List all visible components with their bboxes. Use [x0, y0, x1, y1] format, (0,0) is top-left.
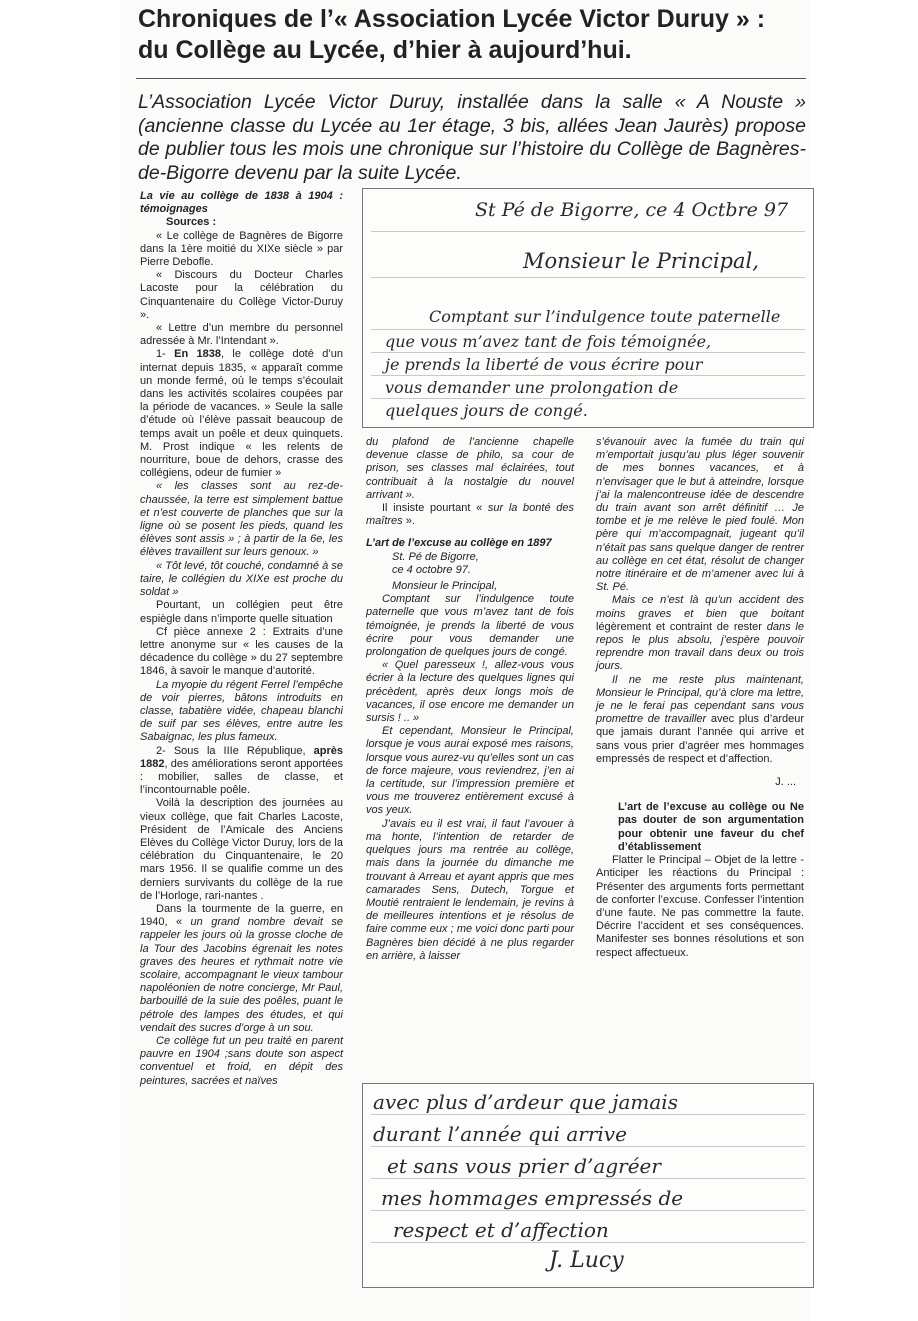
paragraph-1882 — [140, 745, 343, 798]
p4-bold: En 1838 — [174, 348, 221, 361]
paragraph-1940 — [140, 903, 343, 1035]
letter-date: ce 4 octobre 97. — [392, 563, 471, 576]
quote-classes: « les classes sont au rez-de-chaussée, la terre est simplement battue et n’est couverte de planches que sur la ligne où se posent les pieds, quand les élèves sont assis » ; à partir de la 6e, les élèves travaillent sur leurs genoux. » — [140, 480, 343, 559]
manuscript-line-3: Comptant sur l’indulgence toute paternelle — [429, 307, 781, 326]
source-1: « Le collège de Bagnères de Bigorre dans la 1ère moitié du XIXe siècle » par Pierre Debofle. — [140, 229, 343, 269]
title-line-2: du Collège au Lycée, d’hier à aujourd’hui. — [138, 36, 632, 64]
paragraph-lacoste: Voilà la description des journées au vieux collège, que fait Charles Lacoste, Président de l’Amicale des Anciens Elèves du Collège Victor Duruy, lors de la célébration du Cinquantenaire, le 20 mars 1956. Il se qualifie comme un des derniers survivants du collège de la rue de l’Horloge, rari-nantes . — [140, 797, 343, 902]
column-3 — [596, 436, 804, 960]
section-heading-argumentation: L’art de l’excuse au collège ou Ne pas douter de son argumentation pour obtenir une faveur du chef d’établissement — [618, 801, 804, 853]
p10-prefix: 2- Sous la IIIe République, — [156, 744, 314, 757]
p3-italic: Il ne me reste plus maintenant, Monsieur le Principal, qu’à clore ma lettre, je ne le ferai pas cependant sans vous promettre de travailler — [596, 673, 804, 726]
column-1 — [140, 190, 343, 1088]
manuscript-line-4: que vous m’avez tant de fois témoignée, — [385, 332, 712, 351]
p12-italic: un grand nombre devait se rappeler les jours où la grosse cloche de la Tour des Jacobins égrenait les notes graves des heures et rythmait notre vie scolaire, accompagnant le vieux tambour napoléonien de notre concierge, Mr Paul, barbouillé de la suie des poêles, puant le pétrole des lampes des études, et qui vendait des sucres d’orge à un sou. — [140, 916, 343, 1034]
manuscript-closing-image — [362, 1083, 814, 1288]
letter-paragraph-4: J’avais eu il est vrai, il faut l’avouer à ma honte, l’intention de retarder de quelques jours ma rentrée au collège, mais dans la journée du dimanche me trouvant à Arreau et ayant appris que mes camarades Sens, Dutech, Torgue et Moutié rentraient le lendemain, je revins à de meilleures intentions et je résolus de faire comme eux ; me voici donc parti pour Bagnères bien décidé à ne plus regarder en arrière, à laisser — [366, 817, 574, 962]
title-line-1: Chroniques de l’« Association Lycée Victor Duruy » : — [138, 5, 766, 33]
letter-paragraph-3: Et cependant, Monsieur le Principal, lorsque je vous aurai exposé mes raisons, lorsque vous aurez-vu qu’elles sont un cas de force majeure, vous reviendrez, j’en ai la certitude, sur l’impression première et vous me trouverez entièrement excusé à vos yeux. — [366, 725, 574, 817]
manuscript-line-6: vous demander une prolongation de — [385, 378, 679, 397]
source-3: « Lettre d’un membre du personnel adressée à Mr. l’Intendant ». — [140, 322, 343, 348]
paragraph-flatter: Flatter le Principal – Objet de la lettre - Anticiper les réactions du Principal : Présenter des arguments forts permettant de conforter l’excuse. Confesser l’intention d’une faute. Ne pas commettre la faute. Décrire l’accident et ses conséquences. Manifester ses bonnes résolutions et son respect affectueux. — [596, 854, 804, 959]
p10-rest: , des améliorations seront apportées : mobilier, salles de classe, et l’incontournable poêle. — [140, 757, 343, 797]
paragraph-myopie: La myopie du régent Ferrel l’empêche de voir pierres, bâtons introduits en classe, tabatière vidée, chapeau blanchi de suif par ses élèves, entre autre les Sabaignac, les plus fameux. — [140, 678, 343, 744]
paragraph-espiegle: Pourtant, un collégien peut être espiègle dans n’importe quelle situation — [140, 599, 343, 625]
paragraph-annexe: Cf pièce annexe 2 : Extraits d’une lettre anonyme sur « les causes de la décadence du collège » du 27 septembre 1846, à savoir le manque d’autorité. — [140, 625, 343, 678]
paragraph-chapelle: du plafond de l’ancienne chapelle devenue classe de philo, sa cour de prison, ses classes mal éclairées, tout contribuait à la nostalgie du nouvel arrivant ». — [366, 436, 574, 501]
closing-line-5: respect et d’affection — [393, 1218, 609, 1242]
closing-line-4: mes hommages empressés de — [381, 1186, 684, 1210]
p2-roman: légèrement et contraint de rester — [596, 620, 762, 633]
letter-signoff: J. ... — [775, 776, 796, 789]
manuscript-line-1: St Pé de Bigorre, ce 4 Octbre 97 — [475, 199, 789, 221]
paragraph-bonte — [366, 502, 574, 528]
closing-line-2: durant l’année qui arrive — [373, 1122, 627, 1146]
sources-label: Sources : — [166, 216, 217, 229]
intro-text: L’Association Lycée Victor Duruy, installée dans la salle « A Nouste » (ancienne classe du Lycée au 1er étage, 3 bis, allées Jean Jaurès) propose de publier tous les mois une chronique sur l’histoire du Collège de Bagnères-de-Bigorre devenu par la suite Lycée. — [138, 91, 806, 184]
p2-end: ». — [402, 515, 415, 528]
letter-paragraph-2: « Quel paresseux !, allez-vous vous écrier à la lecture des quelques lignes qui précèdent, après deux longs mois de vacances, il ose encore me demander un sursis ! .. » — [366, 659, 574, 725]
paragraph-1838 — [140, 348, 343, 480]
closing-line-3: et sans vous prier d’agréer — [387, 1154, 661, 1178]
p4-prefix: 1- — [156, 348, 175, 361]
letter-paragraph-1: Comptant sur l’indulgence toute paternelle que vous m’avez tant de fois témoignée, je prends la liberté de vous écrire pour vous demander une prolongation de quelques jours de congé. — [366, 593, 574, 659]
p2-lead: Il insiste pourtant « — [382, 502, 488, 515]
quote-soldat: « Tôt levé, tôt couché, condamné à se taire, le collégien du XIXe est proche du soldat » — [140, 559, 343, 599]
p3-roman: avec plus d’ardeur que jamais durant l’année qui arrive et sans vous prier d’agréer mes hommages empressés de respect et d’affection. — [596, 713, 805, 765]
closing-line-1: avec plus d’ardeur que jamais — [373, 1090, 678, 1114]
letter-paragraph-5: s’évanouir avec la fumée du train qui m’emportait jusqu’au plus léger souvenir de mes bonnes vacances, et à n’envisager que le but à atteindre, lorsque j’ai la malencontreuse idée de descendre du train avant son arrêt définitif … Je tombe et je me relève le pied foulé. Mon père qui m’accompagnait, jugeant qu’il n’était pas sans quelque danger de rentrer au collège en cet état, résolut de changer notre itinéraire et de m’amener avec lui à St. Pé. — [596, 436, 804, 594]
column-2 — [366, 436, 574, 963]
letter-salutation: Monsieur le Principal, — [392, 580, 498, 593]
letter-paragraph-6 — [596, 594, 804, 673]
p2-italic: sur la bonté des maîtres — [366, 502, 574, 528]
letter-place: St. Pé de Bigorre, — [392, 550, 479, 563]
handwritten-signature: J. Lucy — [549, 1248, 624, 1273]
p2-italic-b: dans le repos le plus absolu, j’espère pouvoir reprendre mon travail dans deux ou trois jours. — [596, 620, 804, 673]
manuscript-letter-image — [362, 188, 814, 428]
article-title — [138, 4, 818, 66]
letter-paragraph-7 — [596, 674, 804, 766]
p10-bold: après 1882 — [140, 744, 343, 770]
p2-italic-a: Mais ce n’est là qu’un accident des moins graves et bien que boitant — [596, 594, 804, 620]
source-2: « Discours du Docteur Charles Lacoste pour la célébration du Cinquantenaire du Collège Victor-Duruy ». — [140, 269, 343, 321]
paragraph-1904: Ce collège fut un peu traité en parent pauvre en 1904 ;sans doute son aspect conventuel et froid, en dépit des peintures, sacrées et naïves — [140, 1035, 343, 1087]
section-heading-1897: L’art de l’excuse au collège en 1897 — [366, 537, 552, 550]
p4-rest: , le collège doté d’un internat depuis 1835, « apparaît comme un monde fermé, où le temps s’écoulait dans les activités scolaires coupées par la période de vacances. » Seule la salle d’étude où l’élève passait beaucoup de temps avait un poêle et deux quinquets. M. Prost indique « les relents de nourriture, boue de dehors, crasse des collégiens, odeur de fumier » — [140, 348, 343, 480]
title-divider — [136, 78, 806, 79]
manuscript-line-7: quelques jours de congé. — [385, 401, 588, 420]
p12-lead: Dans la tourmente de la guerre, en 1940, « — [140, 902, 343, 929]
manuscript-line-2: Monsieur le Principal, — [523, 249, 759, 273]
intro-paragraph — [138, 91, 806, 185]
section-heading-1838: La vie au collège de 1838 à 1904 : témoignages — [140, 190, 343, 216]
manuscript-line-5: je prends la liberté de vous écrire pour — [385, 355, 703, 374]
